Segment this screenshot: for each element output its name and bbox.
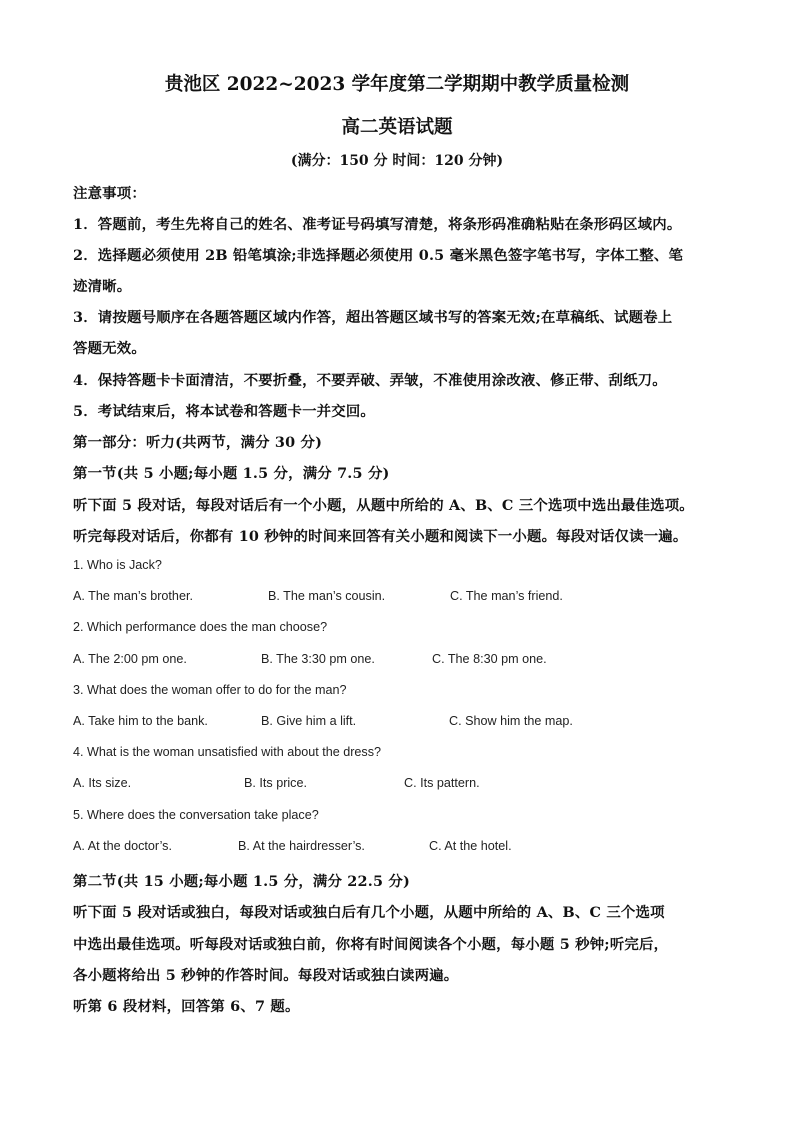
exam-meta: (满分：150 分 时间：120 分钟)	[290, 153, 504, 169]
section2-heading: 第二节(共 15 小题;每小题 1.5 分，满分 22.5 分)	[73, 873, 410, 890]
question-5: 5. Where does the conversation take place?	[73, 808, 319, 822]
part1-heading: 第一部分：听力(共两节，满分 30 分)	[73, 434, 323, 451]
option-c: C. The man’s friend.	[450, 589, 563, 603]
question-4: 4. What is the woman unsatisfied with about the dress?	[73, 745, 382, 759]
option-c: C. Show him the map.	[449, 714, 573, 728]
option-a: A. Its size.	[73, 776, 132, 790]
section2-material: 听第 6 段材料，回答第 6、7 题。	[73, 998, 300, 1015]
question-2: 2. Which performance does the man choose?	[73, 620, 328, 634]
notice-item: 5．考试结束后，将本试卷和答题卡一并交回。	[73, 403, 376, 420]
option-b: B. The man’s cousin.	[268, 589, 386, 603]
notice-item: 2．选择题必须使用 2B 铅笔填涂;非选择题必须使用 0.5 毫米黑色签字笔书写，字体工整、笔	[73, 247, 684, 264]
section2-instruction: 中选出最佳选项。听每段对话或独白前，你将有时间阅读各个小题，每小题 5 秒钟;听完后，	[73, 936, 669, 953]
option-c: C. Its pattern.	[404, 776, 480, 790]
notice-item: 答题无效。	[73, 340, 146, 357]
notice-item: 4．保持答题卡卡面清洁，不要折叠，不要弄破、弄皱，不准使用涂改液、修正带、刮纸刀。	[73, 372, 667, 389]
section2-instruction: 各小题将给出 5 秒钟的作答时间。每段对话或独白读两遍。	[73, 967, 459, 984]
option-a: A. Take him to the bank.	[73, 714, 208, 728]
notice-heading: 注意事项：	[73, 185, 146, 202]
option-b: B. At the hairdresser’s.	[238, 839, 365, 853]
section1-heading: 第一节(共 5 小题;每小题 1.5 分，满分 7.5 分)	[73, 465, 390, 482]
notice-item: 1．答题前，考生先将自己的姓名、准考证号码填写清楚，将条形码准确粘贴在条形码区域内。	[73, 216, 682, 233]
exam-subtitle: 高二英语试题	[341, 117, 453, 138]
notice-item: 迹清晰。	[73, 278, 132, 295]
notice-item: 3．请按题号顺序在各题答题区域内作答，超出答题区域书写的答案无效;在草稿纸、试题卷上	[73, 309, 673, 326]
option-c: C. The 8:30 pm one.	[432, 652, 547, 666]
question-1: 1. Who is Jack?	[73, 558, 162, 572]
option-a: A. The man’s brother.	[73, 589, 193, 603]
section2-instruction: 听下面 5 段对话或独白，每段对话或独白后有几个小题，从题中所给的 A、B、C 三个选项	[73, 904, 665, 921]
question-3: 3. What does the woman offer to do for the man?	[73, 683, 347, 697]
exam-title: 贵池区 2022~2023 学年度第二学期期中教学质量检测	[164, 74, 630, 95]
option-a: A. The 2:00 pm one.	[73, 652, 187, 666]
option-b: B. Its price.	[244, 776, 307, 790]
option-c: C. At the hotel.	[429, 839, 512, 853]
section1-instruction: 听完每段对话后，你都有 10 秒钟的时间来回答有关小题和阅读下一小题。每段对话仅读一遍。	[73, 528, 688, 545]
option-b: B. The 3:30 pm one.	[261, 652, 375, 666]
section1-instruction: 听下面 5 段对话，每段对话后有一个小题，从题中所给的 A、B、C 三个选项中选出最佳选项。	[73, 497, 694, 514]
option-a: A. At the doctor’s.	[73, 839, 172, 853]
option-b: B. Give him a lift.	[261, 714, 357, 728]
